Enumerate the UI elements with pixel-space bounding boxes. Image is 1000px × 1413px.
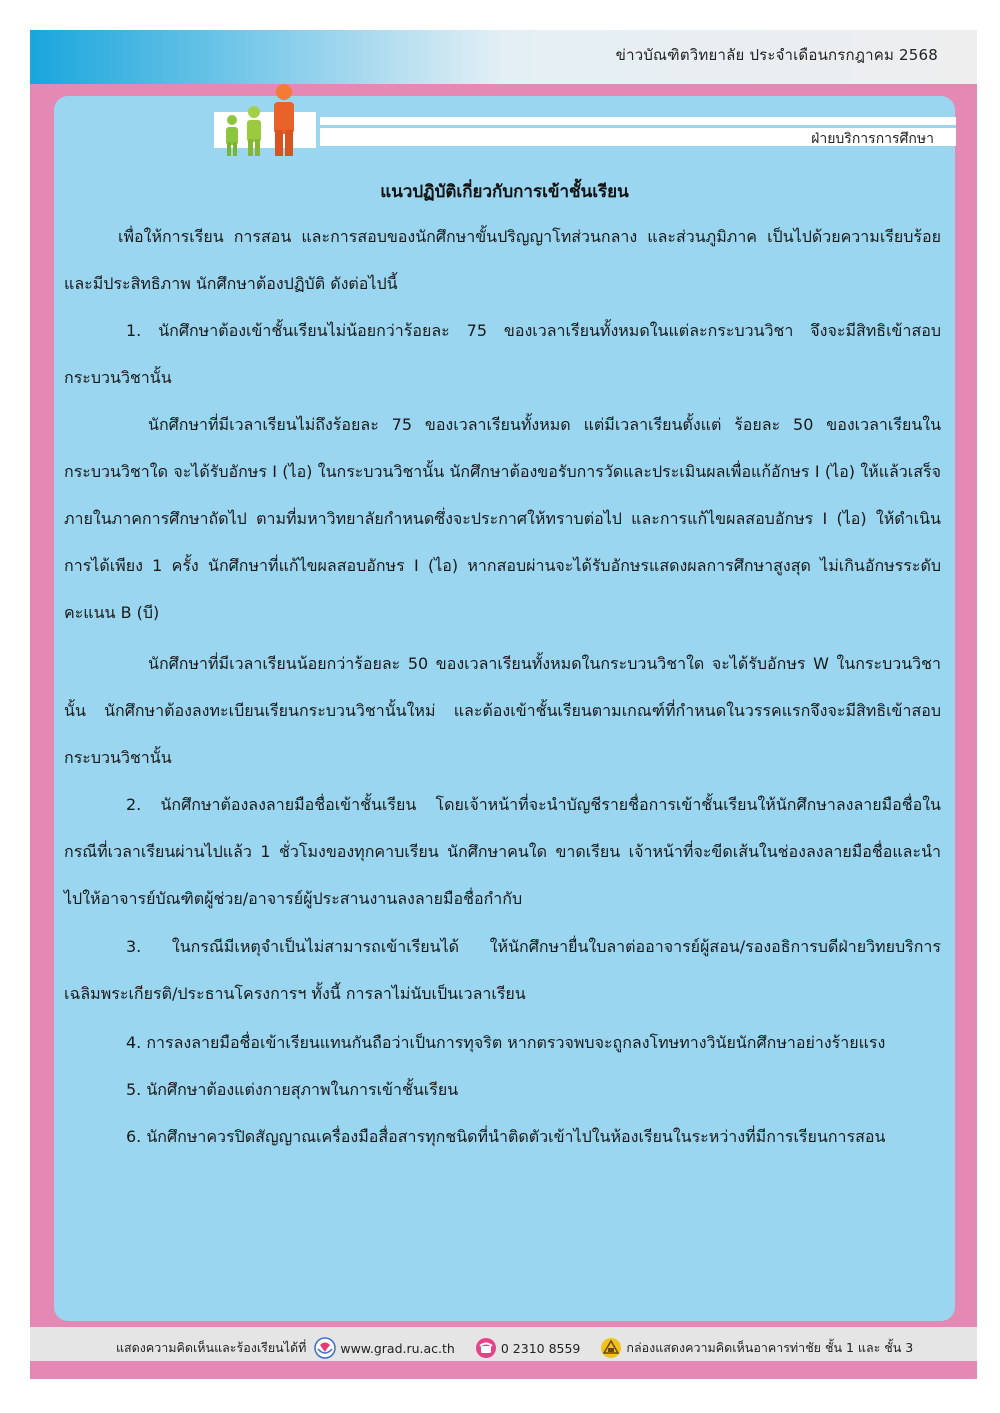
people-logo-icon bbox=[218, 82, 308, 158]
rule-3-paragraph: 3. ในกรณีมีเหตุจำเป็นไม่สามารถเข้าเรียนได้ ให้นักศึกษายื่นใบลาต่ออาจารย์ผู้สอน/รองอธิการบดีฝ่ายวิทยบริการเฉลิมพระเกียรติ/ประธานโครงการฯ ทั้งนี้ การลาไม่นับเป็นเวลาเรียน bbox=[64, 937, 941, 1003]
comment-box-icon bbox=[600, 1337, 622, 1359]
rule-2-paragraph: 2. นักศึกษาต้องลงลายมือชื่อเข้าชั้นเรียน โดยเจ้าหน้าที่จะนำบัญชีรายชื่อการเข้าชั้นเรียนให้นักศึกษาลงลายมือชื่อในกรณีที่เวลาเรียนผ่านไปแล้ว 1 ชั่วโมงของทุกคาบเรียน นักศึกษาคนใด ขาดเรียน เจ้าหน้าที่จะขีดเส้นในช่องลงลายมือชื่อและนำไปให้อาจารย์บัณฑิตผู้ช่วย/อาจารย์ผู้ประสานงานลงลายมือชื่อกำกับ bbox=[64, 795, 941, 908]
phone-icon bbox=[475, 1337, 497, 1359]
rule-5-paragraph: 5. นักศึกษาต้องแต่งกายสุภาพในการเข้าชั้นเรียน bbox=[126, 1080, 459, 1099]
rule-6-paragraph: 6. นักศึกษาควรปิดสัญญาณเครื่องมือสื่อสารทุกชนิดที่นำติดตัวเข้าไปในห้องเรียนในระหว่างที่มีการเรียนการสอน bbox=[126, 1127, 886, 1146]
footer-prefix: แสดงความคิดเห็นและร้องเรียนได้ที่ bbox=[116, 1340, 307, 1355]
department-label: ฝ่ายบริการการศึกษา bbox=[811, 131, 934, 147]
document-title: แนวปฏิบัติเกี่ยวกับการเข้าชั้นเรียน bbox=[380, 182, 629, 202]
globe-icon bbox=[314, 1337, 336, 1359]
rule-4-paragraph: 4. การลงลายมือชื่อเข้าเรียนแทนกันถือว่าเป็นการทุจริต หากตรวจพบจะถูกลงโทษทางวินัยนักศึกษาอย่างร้ายแรง bbox=[126, 1033, 886, 1052]
intro-paragraph: เพื่อให้การเรียน การสอน และการสอบของนักศึกษาขั้นปริญญาโทส่วนกลาง และส่วนภูมิภาค เป็นไปด้วยความเรียบร้อยและมีประสิทธิภาพ นักศึกษาต้องปฏิบัติ ดังต่อไปนี้ bbox=[64, 227, 941, 293]
rule-1-incomplete-paragraph: นักศึกษาที่มีเวลาเรียนไม่ถึงร้อยละ 75 ของเวลาเรียนทั้งหมด แต่มีเวลาเรียนตั้งแต่ ร้อยละ 50 ของเวลาเรียนในกระบวนวิชาใด จะได้รับอักษร I (ไอ) ในกระบวนวิชานั้น นักศึกษาต้องขอรับการวัดและประเมินผลเพื่อแก้อักษร I (ไอ) ให้แล้วเสร็จภายในภาคการศึกษาถัดไป ตามที่มหาวิทยาลัยกำหนดซึ่งจะประกาศให้ทราบต่อไป และการแก้ไขผลสอบอักษร I (ไอ) ให้ดำเนินการได้เพียง 1 ครั้ง นักศึกษาที่แก้ไขผลสอบอักษร I (ไอ) หากสอบผ่านจะได้รับอักษรแสดงผลการศึกษาสูงสุด ไม่เกินอักษรระดับคะแนน B (บี) bbox=[64, 415, 941, 622]
phone-number: 0 2310 8559 bbox=[500, 1340, 581, 1356]
rule-1-withdraw-paragraph: นักศึกษาที่มีเวลาเรียนน้อยกว่าร้อยละ 50 ของเวลาเรียนทั้งหมดในกระบวนวิชาใด จะได้รับอักษร W ในกระบวนวิชานั้น นักศึกษาต้องลงทะเบียนเรียนกระบวนวิชานั้นใหม่ และต้องเข้าชั้นเรียนตามเกณฑ์ที่กำหนดในวรรคแรกจึงจะมีสิทธิเข้าสอบกระบวนวิชานั้น bbox=[64, 654, 941, 767]
footer-contact bbox=[116, 1337, 913, 1359]
website-link[interactable]: www.grad.ru.ac.th bbox=[340, 1340, 455, 1356]
newsletter-title: ข่าวบัณฑิตวิทยาลัย ประจำเดือนกรกฎาคม 2568 bbox=[615, 46, 938, 64]
comment-box-location: กล่องแสดงความคิดเห็นอาคารท่าชัย ชั้น 1 และ ชั้น 3 bbox=[626, 1340, 914, 1355]
rule-1-paragraph: 1. นักศึกษาต้องเข้าชั้นเรียนไม่น้อยกว่าร้อยละ 75 ของเวลาเรียนทั้งหมดในแต่ละกระบวนวิชา จึงจะมีสิทธิเข้าสอบกระบวนวิชานั้น bbox=[64, 321, 941, 387]
bottom-strip bbox=[30, 1361, 977, 1379]
